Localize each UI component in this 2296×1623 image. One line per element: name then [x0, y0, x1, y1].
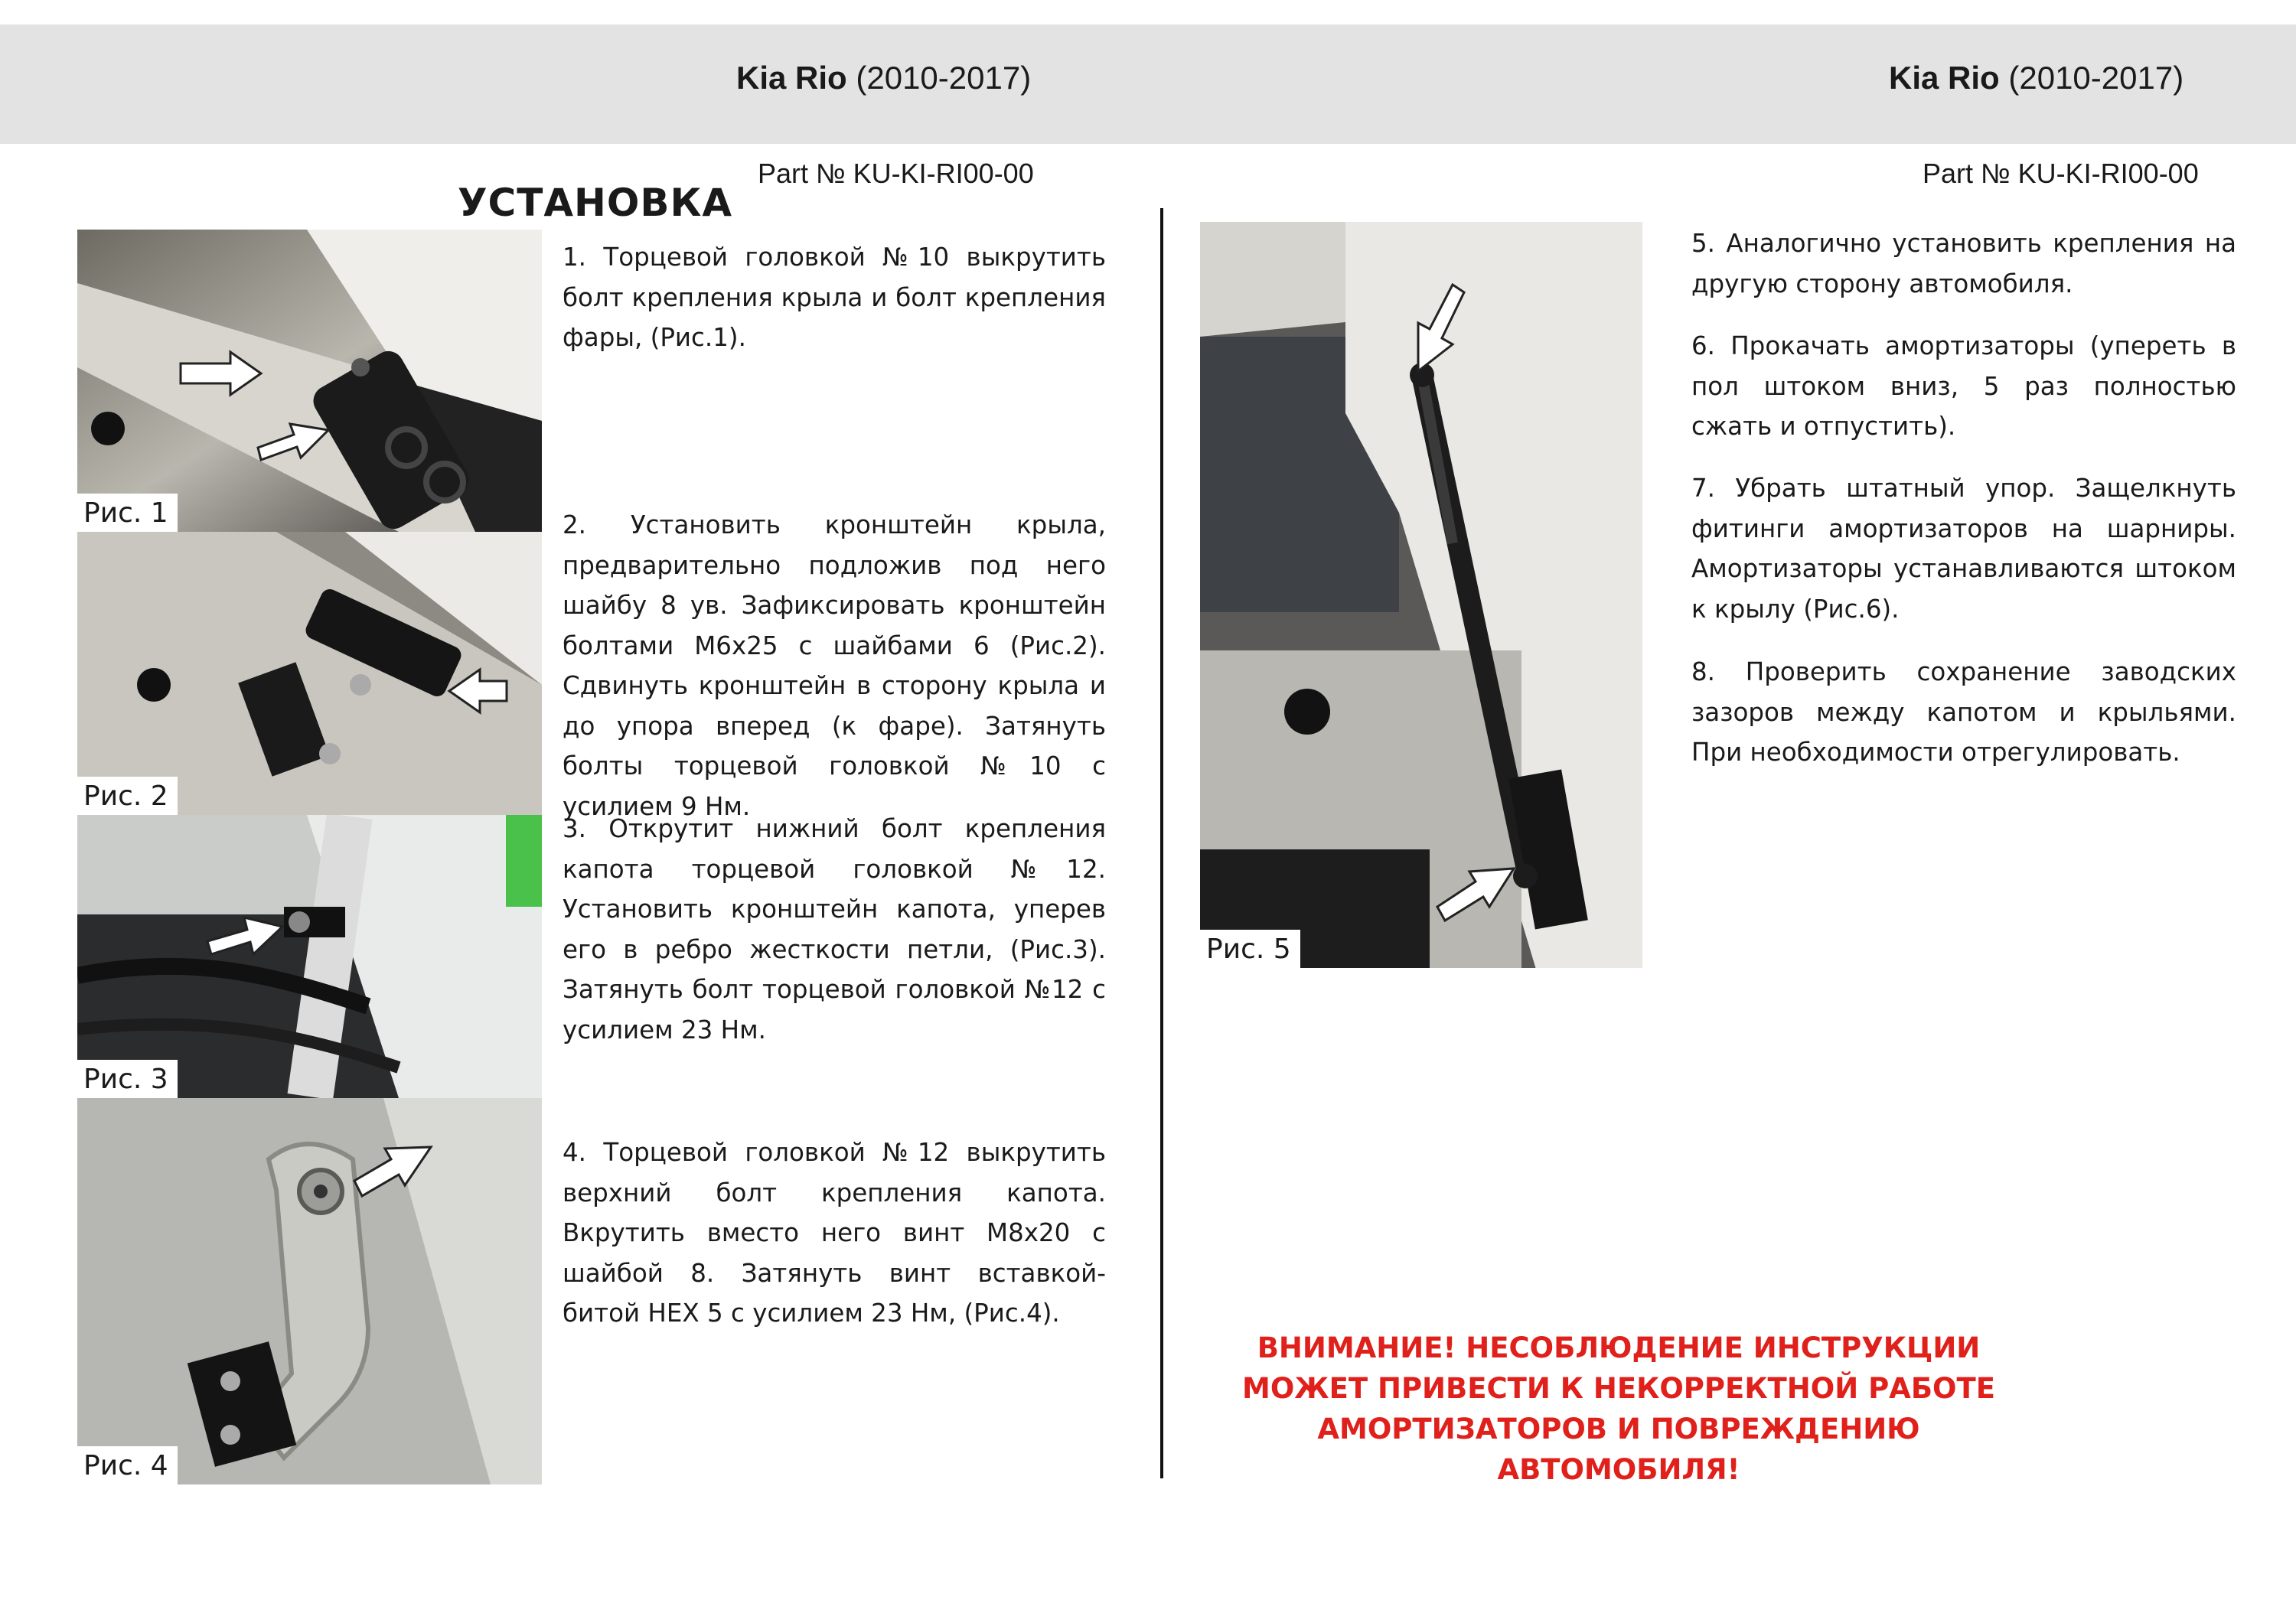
- warning-text: ВНИМАНИЕ! НЕСОБЛЮДЕНИЕ ИНСТРУКЦИИ МОЖЕТ ПРИВЕСТИ К НЕКОРРЕКТНОЙ РАБОТЕ АМОРТИЗАТОРОВ И ПОВРЕЖДЕНИЮ АВТОМОБИЛЯ!: [1242, 1331, 1995, 1486]
- step-8: 8. Проверить сохранение заводских зазоров между капотом и крыльями. При необходимости отрегулировать.: [1691, 657, 2236, 767]
- step-6: 6. Прокачать амортизаторы (упереть в пол штоком вниз, 5 раз полностью сжать и отпустить).: [1691, 331, 2236, 441]
- figure-4-photo: [77, 1098, 542, 1484]
- figure-3-photo: [77, 815, 542, 1098]
- model-title-left: [736, 60, 1031, 96]
- figure-4-caption: Рис. 4: [77, 1446, 178, 1484]
- figure-2: [77, 532, 542, 815]
- figure-1-photo: [77, 230, 542, 532]
- figure-3: [77, 815, 542, 1098]
- figure-3-caption: Рис. 3: [77, 1060, 178, 1098]
- page-title: УСТАНОВКА: [458, 181, 733, 225]
- step-7: 7. Убрать штатный упор. Защелкнуть фитинги амортизаторов на шарниры. Амортизаторы устанавливаются штоком к крылу (Рис.6).: [1691, 474, 2236, 624]
- step-2: 2. Установить кронштейн крыла, предварительно подложив под него шайбу 8 ув. Зафиксировать кронштейн болтами М6х25 с шайбами 6 (Рис.2). Сдвинуть кронштейн в сторону крыла и до упора вперед (к фаре). Затянуть болты торцевой головкой №10 с усилием 9 Нм.: [563, 510, 1106, 821]
- model-name: Kia Rio: [1889, 60, 2000, 96]
- part-number-left: Part № KU-KI-RI00-00: [758, 158, 1034, 189]
- figure-5: [1200, 222, 1642, 968]
- model-years: (2010-2017): [2008, 60, 2184, 96]
- part-number-right: Part № KU-KI-RI00-00: [1923, 158, 2199, 189]
- figure-2-caption: Рис. 2: [77, 777, 178, 815]
- figure-4: [77, 1098, 542, 1484]
- step-3: 3. Открутит нижний болт крепления капота торцевой головкой №12. Установить кронштейн капота, уперев его в ребро жесткости петли, (Рис.3). Затянуть болт торцевой головкой №12 с усилием 23 Нм.: [563, 814, 1106, 1045]
- step-4: 4. Торцевой головкой №12 выкрутить верхний болт крепления капота. Вкрутить вместо него винт М8х20 с шайбой 8. Затянуть винт вставкой-битой HEX 5 с усилием 23 Нм, (Рис.4).: [563, 1138, 1106, 1328]
- step-5: 5. Аналогично установить крепления на другую сторону автомобиля.: [1691, 229, 2236, 298]
- step-1: 1. Торцевой головкой №10 выкрутить болт крепления крыла и болт крепления фары, (Рис.1).: [563, 243, 1106, 352]
- figure-1: [77, 230, 542, 532]
- figure-2-photo: [77, 532, 542, 815]
- model-name: Kia Rio: [736, 60, 847, 96]
- figure-5-photo: [1200, 222, 1642, 968]
- model-title-right: [1889, 60, 2183, 96]
- figure-1-caption: Рис. 1: [77, 494, 178, 532]
- model-years: (2010-2017): [856, 60, 1032, 96]
- figure-5-caption: Рис. 5: [1200, 930, 1300, 968]
- column-divider: [1160, 208, 1163, 1478]
